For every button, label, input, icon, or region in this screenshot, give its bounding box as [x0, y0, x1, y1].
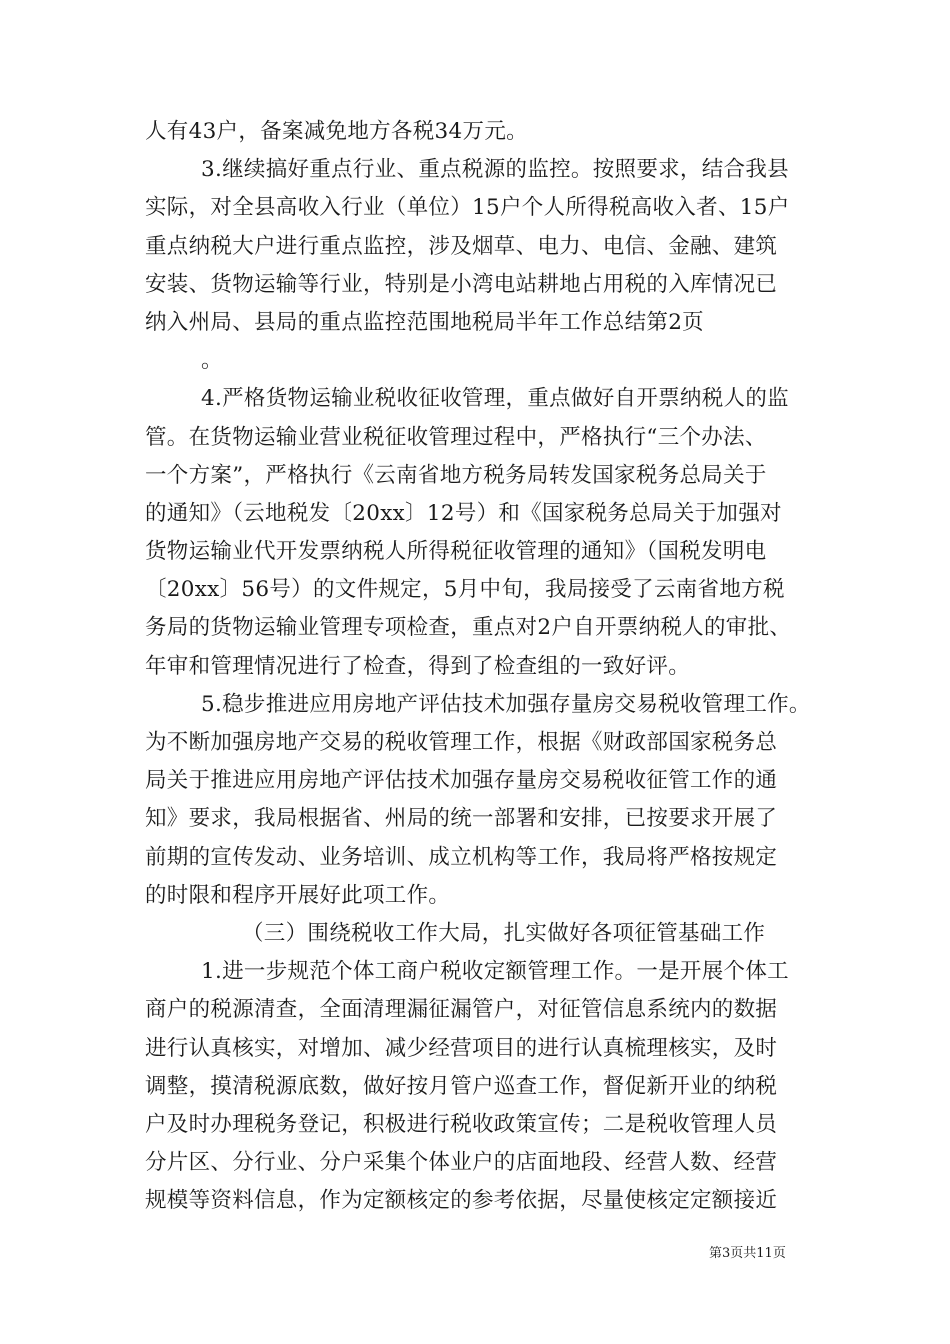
text-line: 实际，对全县高收入行业（单位）15户个人所得税高收入者、15户 — [145, 195, 790, 221]
text-line: 前期的宣传发动、业务培训、成立机构等工作，我局将严格按规定 — [145, 844, 778, 870]
section-heading: （三）围绕税收工作大局，扎实做好各项征管基础工作 — [242, 920, 766, 946]
text-line: 规模等资料信息，作为定额核定的参考依据，尽量使核定定额接近 — [145, 1188, 778, 1214]
paragraph-start-line: 5.稳步推进应用房地产评估技术加强存量房交易税收管理工作。 — [201, 691, 811, 717]
text-line: 货物运输业代开发票纳税人所得税征收管理的通知》（国税发明电 — [145, 539, 767, 565]
text-line: 。 — [201, 348, 223, 374]
text-line: 管。在货物运输业营业税征收管理过程中，严格执行“三个办法、 — [145, 424, 767, 450]
text-line: 纳入州局、县局的重点监控范围地税局半年工作总结第2页 — [145, 309, 704, 335]
body-text — [145, 113, 835, 1220]
text-line: 为不断加强房地产交易的税收管理工作，根据《财政部国家税务总 — [145, 730, 778, 755]
text-line: 〔20xx〕56号）的文件规定，5月中旬，我局接受了云南省地方税 — [145, 577, 785, 603]
text-line: 重点纳税大户进行重点监控，涉及烟草、电力、电信、金融、建筑 — [145, 233, 778, 259]
text-line: 安装、货物运输等行业，特别是小湾电站耕地占用税的入库情况已 — [145, 271, 778, 297]
text-line: 务局的货物运输业管理专项检查，重点对2户自开票纳税人的审批、 — [145, 615, 792, 641]
text-line: 局关于推进应用房地产评估技术加强存量房交易税收征管工作的通 — [145, 768, 778, 794]
paragraph-start-line: 4.严格货物运输业税收征收管理，重点做好自开票纳税人的监 — [201, 386, 789, 412]
text-line: 进行认真核实，对增加、减少经营项目的进行认真梳理核实，及时 — [145, 1035, 778, 1061]
text-line: 知》要求，我局根据省、州局的统一部署和安排，已按要求开展了 — [145, 806, 778, 832]
text-line: 一个方案”，严格执行《云南省地方税务局转发国家税务总局关于 — [145, 462, 767, 488]
text-line: 的时限和程序开展好此项工作。 — [145, 882, 451, 908]
page-footer: 第3页共11页 — [709, 1246, 786, 1261]
text-line: 户及时办理税务登记，积极进行税收政策宣传；二是税收管理人员 — [145, 1111, 778, 1137]
text-line: 分片区、分行业、分户采集个体业户的店面地段、经营人数、经营 — [145, 1150, 778, 1176]
text-line: 年审和管理情况进行了检查，得到了检查组的一致好评。 — [145, 653, 691, 679]
paragraph-start-line: 3.继续搞好重点行业、重点税源的监控。按照要求，结合我县 — [201, 157, 789, 183]
text-line: 调整，摸清税源底数，做好按月管户巡查工作，督促新开业的纳税 — [145, 1073, 778, 1099]
text-line: 人有43户，备案减免地方各税34万元。 — [145, 119, 528, 144]
text-line: 的通知》（云地税发〔20xx〕12号）和《国家税务总局关于加强对 — [145, 500, 782, 526]
text-line: 商户的税源清查，全面清理漏征漏管户，对征管信息系统内的数据 — [145, 997, 778, 1023]
paragraph-start-line: 1.进一步规范个体工商户税收定额管理工作。一是开展个体工 — [201, 959, 789, 985]
